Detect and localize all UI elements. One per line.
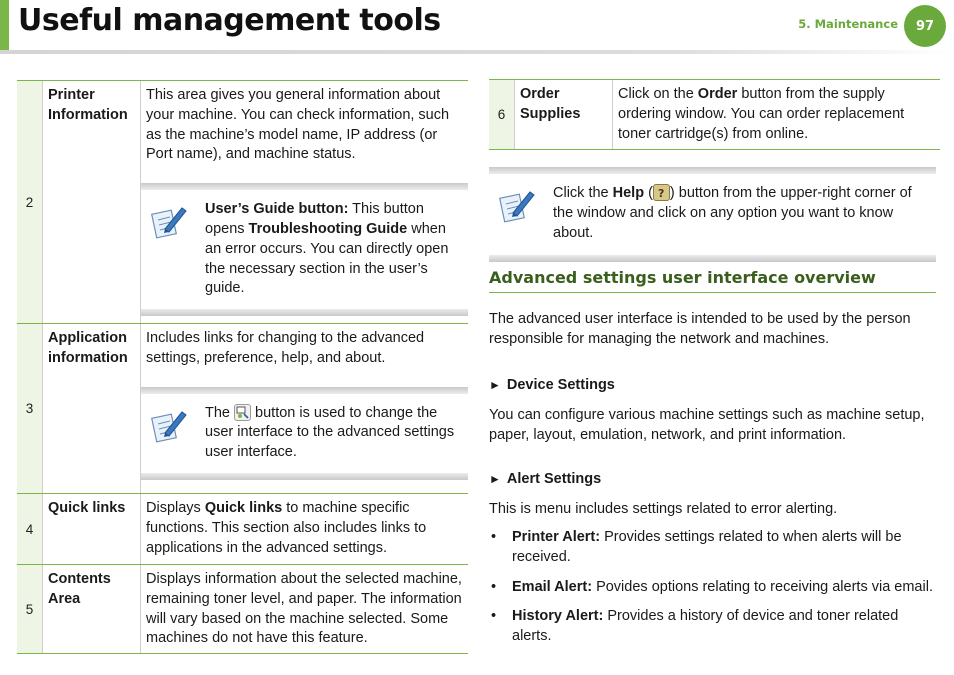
table-row	[17, 494, 468, 565]
row-description	[141, 324, 468, 493]
list-item: • Printer Alert: Provides settings related to when alerts will be received.	[489, 528, 939, 568]
advanced-ui-icon	[234, 404, 251, 421]
device-settings-heading: ► Device Settings	[489, 377, 615, 393]
pencil-note-icon	[149, 404, 205, 463]
note-text: Click the Help ( ? ) button from the upper-right corner of the window and click on any option you want to know about.	[553, 185, 912, 241]
list-item: • History Alert: Provides a history of device and toner related alerts.	[489, 607, 939, 647]
help-question-icon	[653, 184, 670, 201]
row-number: 4	[17, 494, 43, 564]
row-number: 6	[489, 80, 515, 149]
page-title: Useful management tools	[18, 3, 441, 38]
row-number: 3	[17, 324, 43, 493]
row-name: Printer Information	[43, 81, 141, 323]
triangle-right-icon: ►	[489, 472, 501, 486]
chapter-label: 5. Maintenance	[798, 17, 898, 31]
alert-settings-text: This is menu includes settings related to error alerting.	[489, 501, 838, 517]
pencil-note-icon	[497, 184, 553, 243]
alert-settings-list	[489, 528, 939, 657]
row-description-text: Includes links for changing to the advanced settings, preference, help, and about.	[146, 330, 425, 366]
table-row	[17, 565, 468, 654]
table-row	[17, 324, 468, 494]
table-row	[489, 79, 940, 150]
row-description: Click on the Order button from the supply ordering window. You can order replacement toner cartridge(s) from online.	[618, 86, 905, 142]
section-heading: Advanced settings user interface overview	[489, 268, 936, 293]
section-intro: The advanced user interface is intended to be used by the person responsible for managing the network and machines.	[489, 311, 911, 347]
right-table	[489, 79, 940, 150]
row-number: 2	[17, 81, 43, 323]
left-table	[17, 80, 468, 654]
note-box	[141, 387, 468, 480]
note-text: User’s Guide button: This button opens Troubleshooting Guide when an error occurs. You can directly open the necessary section in the user’s guide.	[205, 201, 449, 297]
note-text: The button is used to change the user interface to the advanced settings user interface.	[205, 404, 455, 461]
row-name: Contents Area	[43, 565, 141, 653]
note-box	[141, 183, 468, 316]
device-settings-text: You can configure various machine settings such as machine setup, paper, layout, emulation, network, and print information.	[489, 407, 925, 443]
svg-text:?: ?	[657, 187, 665, 200]
pencil-note-icon	[149, 200, 205, 299]
row-name: Application information	[43, 324, 141, 493]
header-accent-bar	[0, 0, 9, 52]
header-rule	[0, 50, 954, 54]
row-description: Displays Quick links to machine specific functions. This section also includes links to applications in the advanced settings.	[146, 500, 427, 556]
list-item: • Email Alert: Povides options relating to receiving alerts via email.	[489, 578, 939, 598]
triangle-right-icon: ►	[489, 378, 501, 392]
help-note-box	[489, 167, 936, 262]
page-number-badge: 97	[904, 5, 946, 47]
row-description: Displays information about the selected machine, remaining toner level, and paper. The information will vary based on the machine selected. Some machines do not have this feature.	[146, 571, 462, 647]
alert-settings-heading: ► Alert Settings	[489, 471, 602, 487]
row-name: Order Supplies	[515, 80, 613, 149]
row-description-text: This area gives you general information about your machine. You can check information, such as the machine’s model name, IP address (or Port name), and machine status.	[146, 87, 450, 163]
table-row	[17, 80, 468, 324]
row-number: 5	[17, 565, 43, 653]
row-description	[141, 81, 468, 323]
row-name: Quick links	[43, 494, 141, 564]
